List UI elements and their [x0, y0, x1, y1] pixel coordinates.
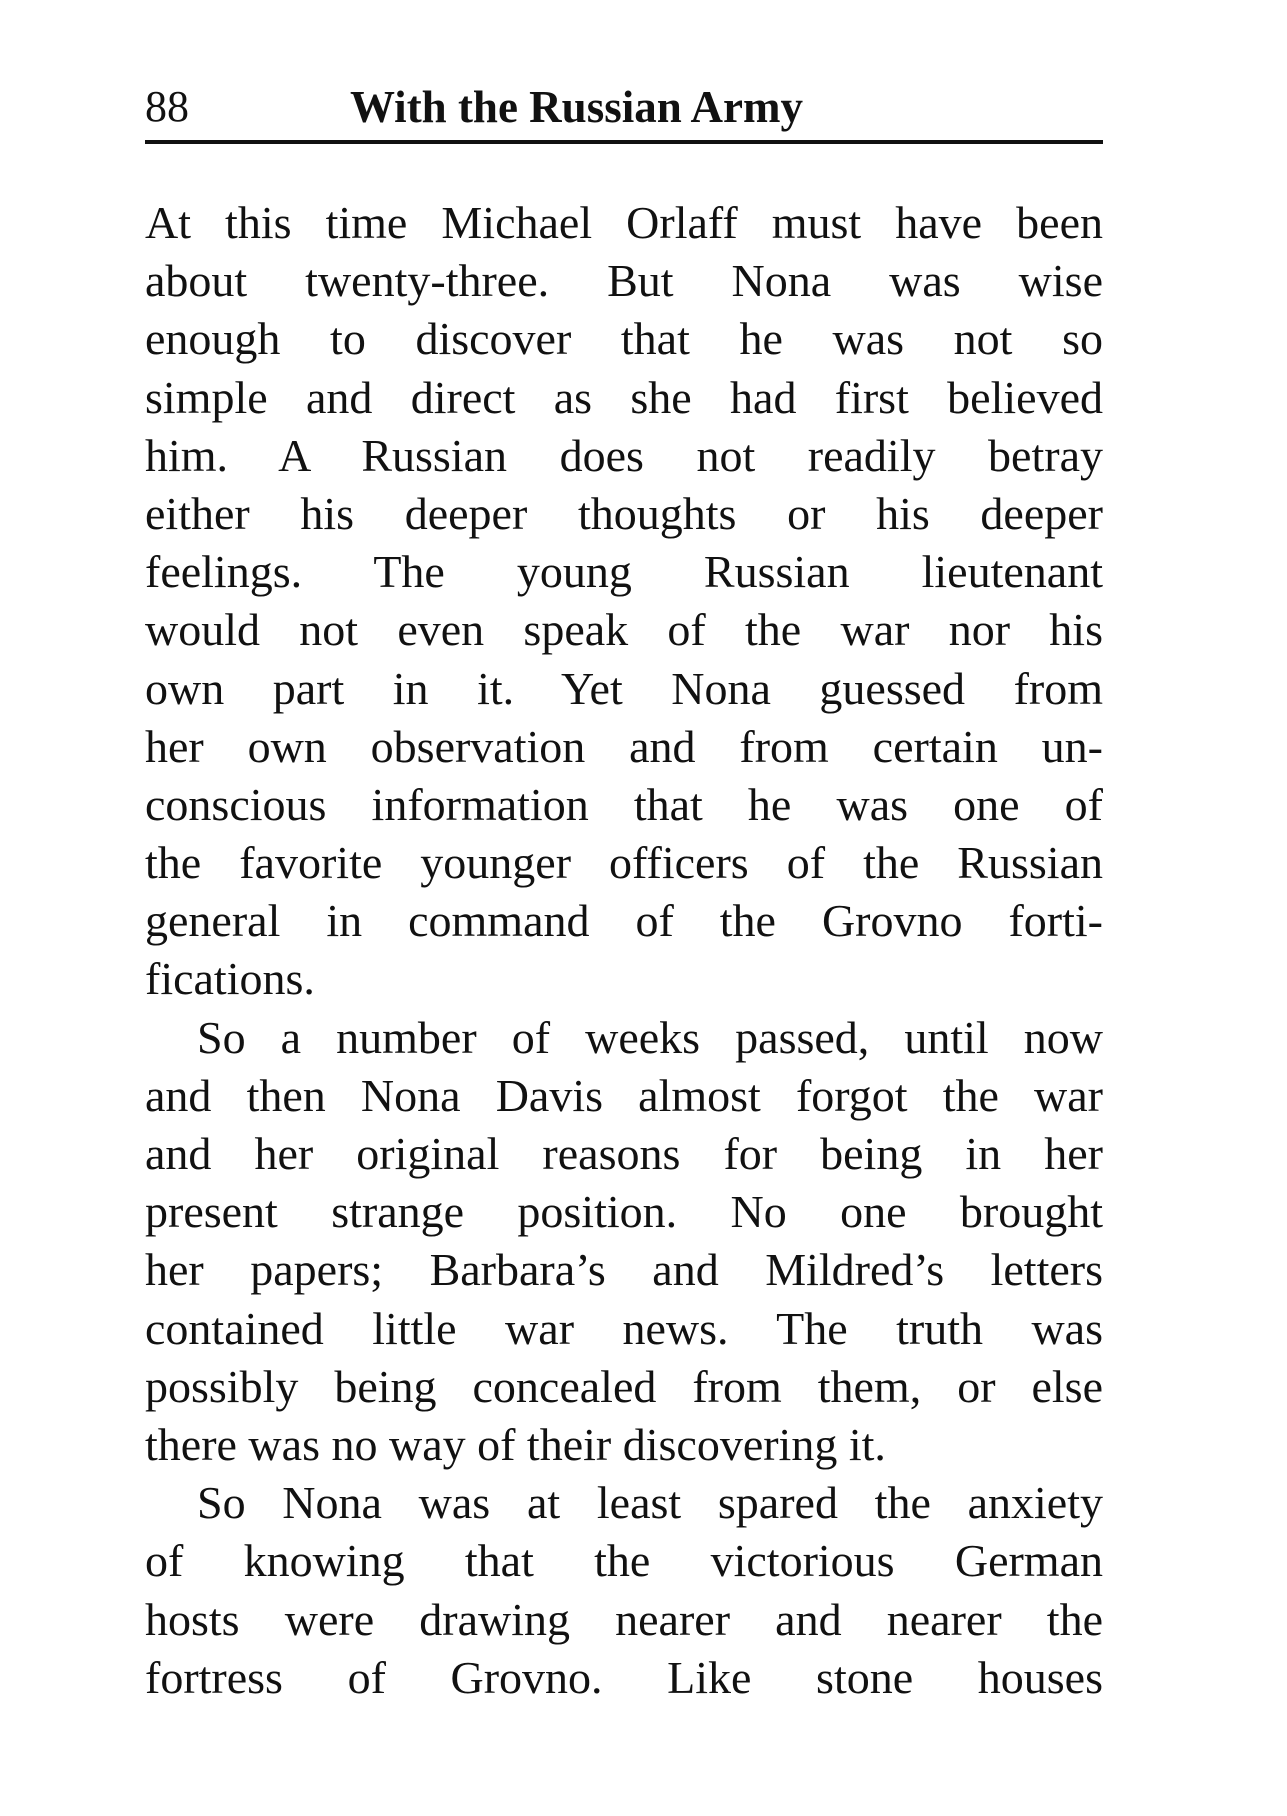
- text-line: So a number of weeks passed, until now: [197, 1011, 1103, 1063]
- text-line: him. A Russian does not readily betray: [145, 429, 1103, 481]
- text-line: about twenty-three. But Nona was wise: [145, 255, 1103, 307]
- text-line: present strange position. No one brought: [145, 1186, 1103, 1238]
- text-line: contained little war news. The truth was: [145, 1302, 1103, 1354]
- text-line: feelings. The young Russian lieutenant: [145, 546, 1103, 598]
- text-line: and then Nona Davis almost forgot the war: [145, 1069, 1103, 1121]
- text-line: would not even speak of the war nor his: [145, 604, 1103, 656]
- text-line: the favorite younger officers of the Russian: [145, 837, 1103, 889]
- text-line: there was no way of their discovering it.: [145, 1418, 886, 1470]
- page-number: 88: [145, 82, 189, 131]
- text-line: simple and direct as she had first believed: [145, 371, 1103, 423]
- text-line: At this time Michael Orlaff must have been: [145, 197, 1103, 248]
- text-line: conscious information that he was one of: [145, 778, 1103, 830]
- paragraph-1: [145, 194, 1103, 1009]
- text-line: own part in it. Yet Nona guessed from: [145, 662, 1103, 714]
- text-line: of knowing that the victorious German: [145, 1535, 1103, 1587]
- text-line: her papers; Barbara’s and Mildred’s letters: [145, 1244, 1103, 1296]
- text-line: So Nona was at least spared the anxiety: [197, 1477, 1103, 1529]
- text-line: and her original reasons for being in her: [145, 1128, 1103, 1179]
- text-line: fications.: [145, 953, 315, 1005]
- paragraph-3: [145, 1474, 1103, 1707]
- text-line: her own observation and from certain un-: [145, 720, 1103, 772]
- paragraph-2: [145, 1009, 1103, 1475]
- text-line: general in command of the Grovno forti-: [145, 895, 1103, 947]
- text-line: fortress of Grovno. Like stone houses: [145, 1651, 1103, 1703]
- body-text: [145, 194, 1103, 1707]
- text-line: enough to discover that he was not so: [145, 313, 1103, 365]
- text-line: possibly being concealed from them, or else: [145, 1360, 1103, 1412]
- text-line: either his deeper thoughts or his deeper: [145, 487, 1103, 539]
- book-page: [145, 0, 1103, 1816]
- running-title: With the Russian Army: [350, 82, 803, 132]
- text-line: hosts were drawing nearer and nearer the: [145, 1593, 1103, 1645]
- running-head: [145, 80, 1103, 144]
